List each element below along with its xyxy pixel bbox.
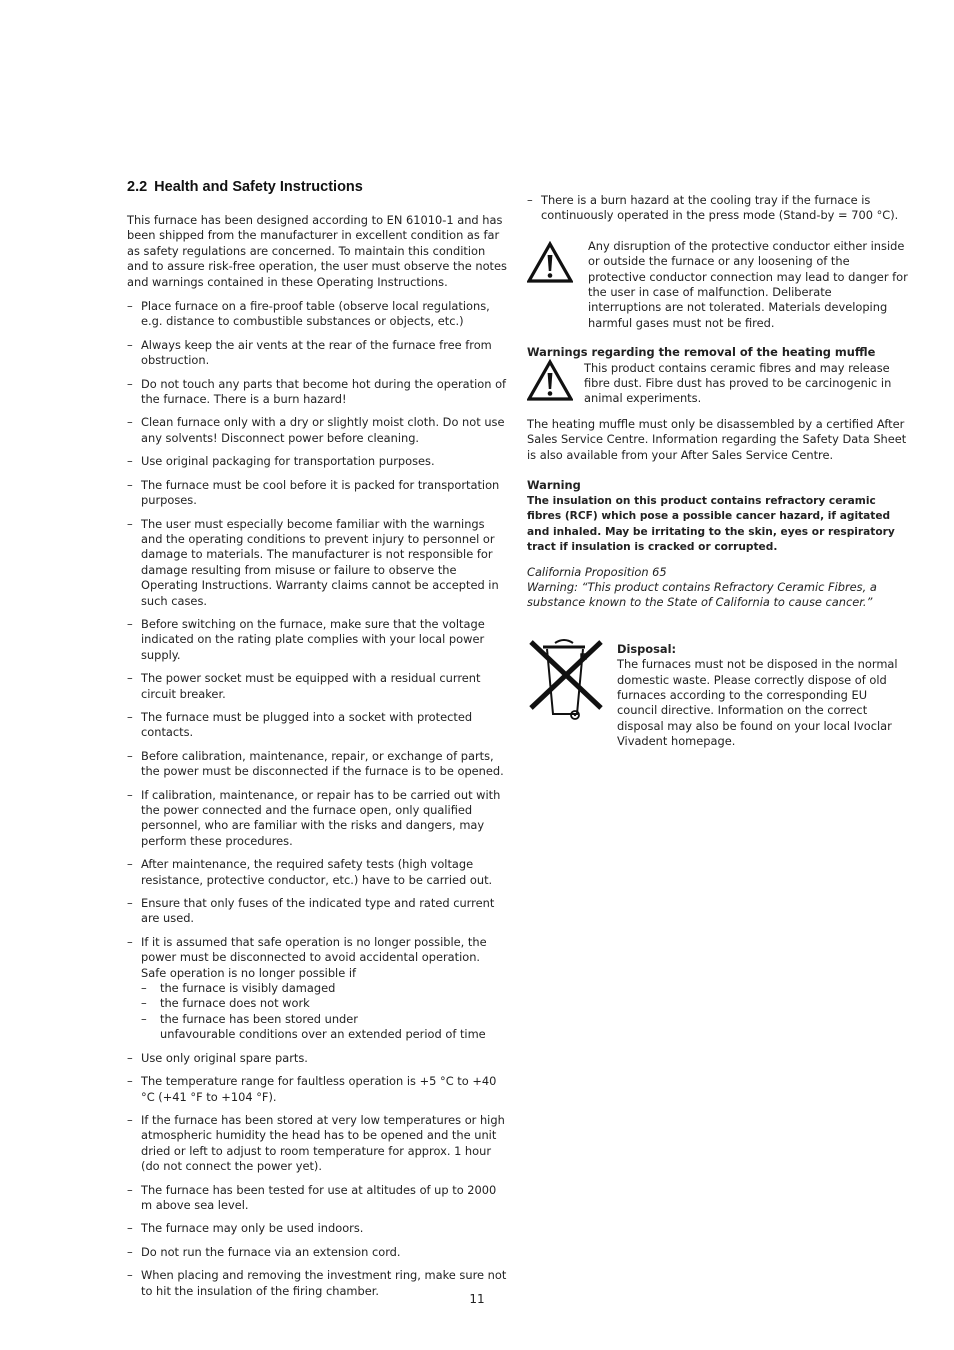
conductor-warning-block (527, 239, 908, 331)
list-item: – Ensure that only fuses of the indicated type and rated current are used. (127, 896, 509, 927)
warning-heading: Warning (527, 478, 581, 493)
list-item-safe-operation (127, 935, 509, 1043)
prop65-text: Warning: “This product contains Refractory Ceramic Fibres, a substance known to the State of California to cause cancer.” (527, 579, 877, 610)
list-item: – Before calibration, maintenance, repair, or exchange of parts, the power must be disconnected if the furnace is to be opened. (127, 749, 509, 780)
list-item: – Before switching on the furnace, make sure that the voltage indicated on the rating plate complies with your local power supply. (127, 617, 509, 663)
list-item: – The power socket must be equipped with a residual current circuit breaker. (127, 671, 509, 702)
muffle-warning-text: This product contains ceramic fibres and may release fibre dust. Fibre dust has proved to be carcinogenic in animal experiments. (584, 360, 892, 406)
sub-item: – the furnace is visibly damaged (141, 981, 509, 996)
list-item: – If the furnace has been stored at very low temperatures or high atmospheric humidity the head has to be opened and the unit dried or left to adjust to room temperature for approx. 1 hour (do not connect the power yet). (127, 1113, 509, 1175)
sub-item (141, 1012, 509, 1043)
list-item: – Use only original spare parts. (127, 1051, 509, 1066)
intro-paragraph: This furnace has been designed according to EN 61010-1 and has been shipped from the manufacturer in excellent condition as far as safety regulations are concerned. To maintain this condition and to assure risk-free operation, the user must observe the notes and warnings contained in these Operating Instructions. (127, 213, 507, 289)
disposal-heading: Disposal: (617, 641, 677, 656)
safe-operation-sublist (141, 981, 509, 1043)
list-item: – The furnace may only be used indoors. (127, 1221, 509, 1236)
sub-item-continuation: unfavourable conditions over an extended period of time (160, 1027, 486, 1042)
list-item: – Always keep the air vents at the rear of the furnace free from obstruction. (127, 338, 509, 369)
list-item: – Place furnace on a fire-proof table (observe local regulations, e.g. distance to combustible substances or objects, etc.) (127, 299, 509, 330)
warning-triangle-icon (527, 241, 573, 283)
list-item: – When placing and removing the investment ring, make sure not to hit the insulation of the firing chamber. (127, 1268, 509, 1299)
list-item: – After maintenance, the required safety tests (high voltage resistance, protective conductor, etc.) have to be carried out. (127, 857, 509, 888)
rcf-warning-text: The insulation on this product contains refractory ceramic fibres (RCF) which pose a possible cancer hazard, if agitated and inhaled. May be irritating to the skin, eyes or respiratory tract if insulation is cracked or corrupted. (527, 494, 895, 553)
section-number: 2.2 (127, 179, 148, 195)
sub-item-line: the furnace has been stored under (160, 1011, 358, 1026)
disposal-text: The furnaces must not be disposed in the normal domestic waste. Please correctly dispose of old furnaces according to the corresponding EU council directive. Information on the correct disposal may also be found on your local Ivoclar Vivadent homepage. (617, 657, 898, 749)
list-item: – The furnace must be cool before it is packed for transportation purposes. (127, 478, 509, 509)
safe-operation-lead: Safe operation is no longer possible if (141, 965, 357, 980)
muffle-service-text: The heating muffle must only be disassembled by a certified After Sales Service Centre. Information regarding the Safety Data Sheet is also available from your After Sales Service Centre. (527, 416, 907, 462)
list-item: – There is a burn hazard at the cooling tray if the furnace is continuously operated in the press mode (Stand-by = 700 °C). (527, 193, 908, 224)
list-item: – The user must especially become familiar with the warnings and the operating conditions to prevent injury to personnel or damage to materials. The manufacturer is not responsible for damage resulting from misuse or failure to observe the Operating Instructions. Warranty claims cannot be accepted in such cases. (127, 517, 509, 609)
list-item: – Use original packaging for transportation purposes. (127, 454, 509, 469)
burn-hazard-list (527, 193, 908, 224)
left-column (127, 178, 509, 1307)
list-item: – Clean furnace only with a dry or slightly moist cloth. Do not use any solvents! Disconnect power before cleaning. (127, 415, 509, 446)
list-item: – The furnace must be plugged into a socket with protected contacts. (127, 710, 509, 741)
list-item: – The temperature range for faultless operation is +5 °C to +40 °C (+41 °F to +104 °F). (127, 1074, 509, 1105)
muffle-heading: Warnings regarding the removal of the heating muffle (527, 345, 876, 360)
right-column (527, 193, 908, 750)
list-item: – If calibration, maintenance, or repair has to be carried out with the power connected and the furnace open, only qualified personnel, who are familiar with the risks and dangers, may perform these procedures. (127, 788, 509, 850)
list-item: – The furnace has been tested for use at altitudes of up to 2000 m above sea level. (127, 1183, 509, 1214)
conductor-warning-text: Any disruption of the protective conductor either inside or outside the furnace or any loosening of the protective conductor connection may lead to danger for the user in case of malfunction. Deliberate interruptions are not tolerated. Materials developing harmful gases must not be fired. (588, 238, 908, 330)
page-number: 11 (469, 1292, 485, 1306)
section-title: Health and Safety Instructions (154, 179, 363, 195)
prop65-title: California Proposition 65 (527, 564, 667, 579)
section-heading (127, 178, 509, 196)
crossed-out-bin-icon (525, 636, 607, 726)
list-item: – Do not run the furnace via an extension cord. (127, 1245, 509, 1260)
disposal-block (527, 642, 908, 750)
muffle-warning-block (527, 361, 908, 407)
sub-item: – the furnace does not work (141, 996, 509, 1011)
warning-triangle-icon (527, 359, 573, 401)
safe-operation-text: – If it is assumed that safe operation is no longer possible, the power must be disconnected to avoid accidental operation. (141, 934, 487, 965)
safety-list (127, 299, 509, 1299)
list-item: – Do not touch any parts that become hot during the operation of the furnace. There is a burn hazard! (127, 377, 509, 408)
